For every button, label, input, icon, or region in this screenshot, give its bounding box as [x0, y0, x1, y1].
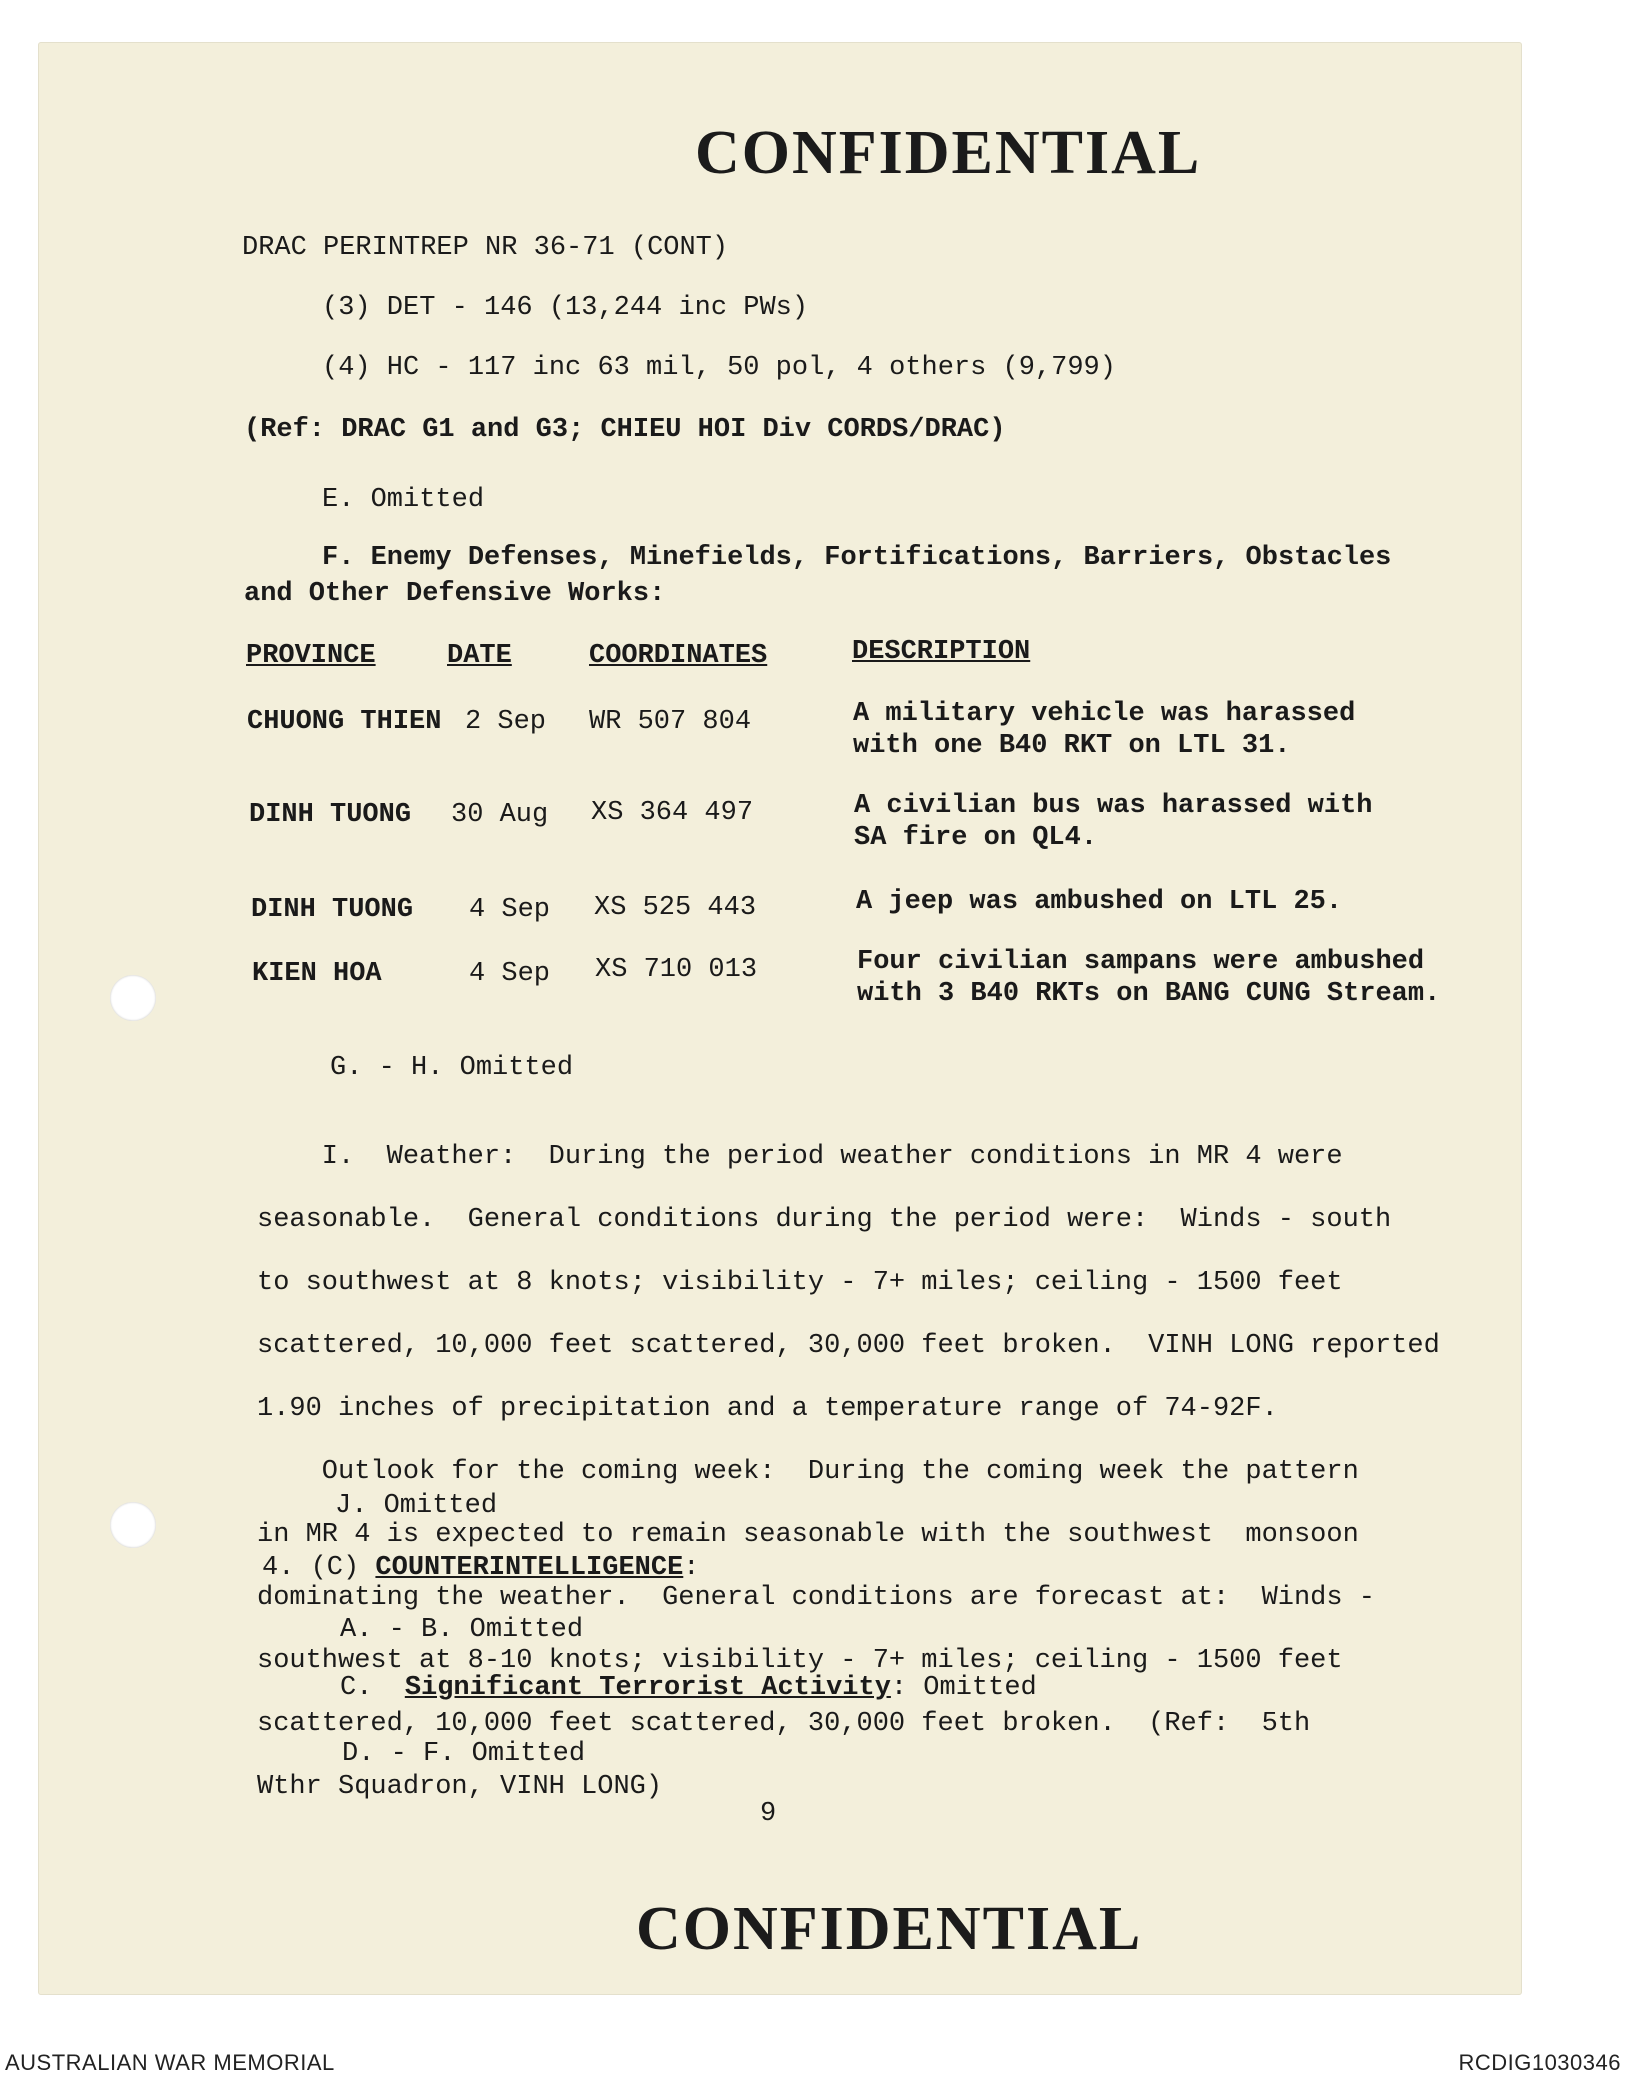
row4-province: KIEN HOA [252, 959, 382, 989]
reference-line: (Ref: DRAC G1 and G3; CHIEU HOI Div CORDS/DRAC) [244, 415, 1006, 445]
row2-coords: XS 364 497 [591, 798, 754, 828]
row1-desc2: with one B40 RKT on LTL 31. [853, 731, 1291, 761]
row3-province: DINH TUONG [251, 895, 414, 925]
row1-coords: WR 507 804 [589, 707, 752, 737]
weather-line: to southwest at 8 knots; visibility - 7+ miles; ceiling - 1500 feet [257, 1267, 1343, 1298]
row3-desc1: A jeep was ambushed on LTL 25. [856, 887, 1343, 917]
confidential-footer-stamp: CONFIDENTIAL [636, 1895, 1143, 1963]
item-c-title: Significant Terrorist Activity [404, 1673, 891, 1703]
punch-hole-bottom [110, 1502, 156, 1548]
item-f-line1: F. Enemy Defenses, Minefields, Fortifications, Barriers, Obstacles [322, 543, 1392, 573]
row1-desc1: A military vehicle was harassed [853, 699, 1356, 729]
item-f-line2: and Other Defensive Works: [244, 579, 666, 609]
row3-coords: XS 525 443 [594, 893, 757, 923]
header-coordinates: COORDINATES [589, 641, 768, 671]
row1-date: 2 Sep [465, 707, 547, 737]
item-gh: G. - H. Omitted [330, 1053, 574, 1083]
item-df: D. - F. Omitted [342, 1739, 586, 1769]
item-c-label: C. [340, 1673, 373, 1703]
weather-line: Wthr Squadron, VINH LONG) [257, 1771, 663, 1802]
row4-date: 4 Sep [469, 959, 551, 989]
row4-desc2: with 3 B40 RKTs on BANG CUNG Stream. [857, 979, 1441, 1009]
page-number: 9 [760, 1799, 777, 1829]
row2-desc2: SA fire on QL4. [854, 823, 1098, 853]
weather-line: in MR 4 is expected to remain seasonable with the southwest monsoon [257, 1519, 1359, 1550]
det-line: (3) DET - 146 (13,244 inc PWs) [322, 293, 809, 323]
weather-line: I. Weather: During the period weather conditions in MR 4 were [257, 1141, 1343, 1172]
weather-line: 1.90 inches of precipitation and a temperature range of 74-92F. [257, 1393, 1278, 1424]
row1-province: CHUONG THIEN [247, 707, 442, 737]
punch-hole-top [110, 975, 156, 1021]
weather-line: scattered, 10,000 feet scattered, 30,000 feet broken. VINH LONG reported [257, 1330, 1440, 1361]
item-j: J. Omitted [335, 1491, 498, 1521]
section-4-colon: : [683, 1553, 700, 1583]
archive-id: RCDIG1030346 [1458, 2050, 1621, 2075]
archive-label: AUSTRALIAN WAR MEMORIAL [5, 2050, 335, 2075]
row4-coords: XS 710 013 [595, 955, 758, 985]
row4-desc1: Four civilian sampans were ambushed [857, 947, 1425, 977]
section-4-title: COUNTERINTELLIGENCE [375, 1553, 684, 1583]
document-reference: DRAC PERINTREP NR 36-71 (CONT) [242, 233, 729, 263]
section-4-number: 4. (C) [262, 1553, 360, 1583]
hc-line: (4) HC - 117 inc 63 mil, 50 pol, 4 others (9,799) [322, 353, 1116, 383]
section-4-heading [262, 1552, 699, 1584]
item-ab: A. - B. Omitted [340, 1615, 584, 1645]
row2-desc1: A civilian bus was harassed with [854, 791, 1373, 821]
header-date: DATE [447, 641, 512, 671]
confidential-header-stamp: CONFIDENTIAL [695, 119, 1202, 187]
weather-line: Outlook for the coming week: During the coming week the pattern [257, 1456, 1359, 1487]
weather-line: scattered, 10,000 feet scattered, 30,000 feet broken. (Ref: 5th [257, 1708, 1311, 1739]
row2-date: 30 Aug [451, 800, 549, 830]
item-e: E. Omitted [322, 485, 485, 515]
row2-province: DINH TUONG [249, 800, 412, 830]
item-c [340, 1672, 1037, 1704]
weather-line: seasonable. General conditions during the period were: Winds - south [257, 1204, 1392, 1235]
weather-line: dominating the weather. General conditions are forecast at: Winds - [257, 1582, 1375, 1613]
row3-date: 4 Sep [469, 895, 551, 925]
weather-line: southwest at 8-10 knots; visibility - 7+ miles; ceiling - 1500 feet [257, 1645, 1343, 1676]
weather-paragraph [257, 1110, 1440, 1835]
item-c-value: : Omitted [890, 1673, 1037, 1703]
header-description: DESCRIPTION [852, 637, 1031, 667]
header-province: PROVINCE [246, 641, 376, 671]
